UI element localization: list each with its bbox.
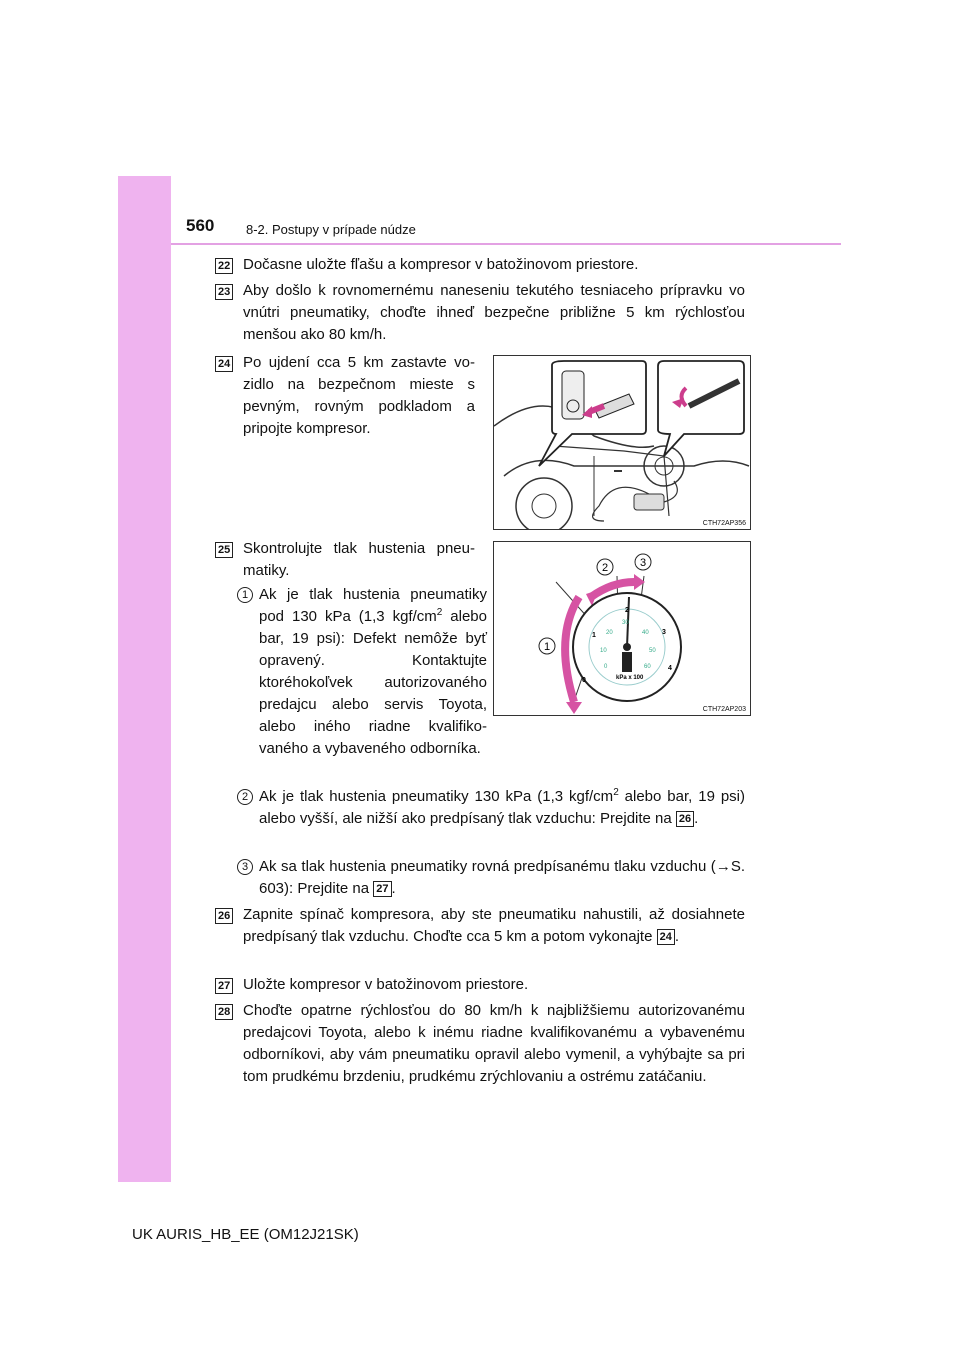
gauge-inner-tick: 10 [600, 648, 607, 654]
gauge-outer-tick: 0 [582, 677, 586, 684]
gauge-inner-tick: 50 [649, 648, 656, 654]
compressor-connection-illustration [494, 356, 750, 529]
step-number-badge: 25 [215, 542, 233, 558]
step-number-badge: 27 [215, 978, 233, 994]
substep-text-part: Ak je tlak hustenia pneumatiky 130 kPa (1,3 kgf/cm [259, 788, 614, 805]
pressure-gauge-illustration [494, 542, 750, 715]
callout-2-label: 2 [602, 562, 609, 574]
gauge-outer-tick: 3 [662, 629, 666, 636]
gauge-outer-tick: 4 [668, 665, 672, 672]
substep-text-part: S. 603): Prejdite na [259, 858, 745, 897]
gauge-inner-tick: 60 [644, 664, 651, 670]
callout-1-label: 1 [544, 641, 551, 653]
substep-text [259, 786, 745, 830]
sentence-end: . [391, 880, 396, 897]
step-text: Skontrolujte tlak hustenia pneumatiky. [243, 540, 475, 579]
page-number: 560 [186, 216, 215, 235]
substep-text-part: Ak je tlak hustenia pneumatiky pod 130 kPa (1,3 kgf/cm [259, 586, 487, 625]
substep-circle-number: 1 [237, 587, 253, 603]
substep-text [259, 856, 745, 900]
document-footer: UK AURIS_HB_EE (OM12J21SK) [132, 1226, 359, 1243]
figure-pressure-gauge [493, 541, 751, 716]
superscript: 2 [613, 787, 619, 798]
gauge-inner-tick: 30 [622, 620, 629, 626]
gauge-unit-label: kPa x 100 [616, 675, 644, 681]
figure-compressor-connection [493, 355, 751, 530]
step-ref-badge[interactable]: 26 [676, 811, 694, 827]
figure-code: CTH72AP203 [702, 706, 746, 713]
step-text: Choďte opatrne rýchlosťou do 80 km/h k najbližšiemu autorizovanému predajcovi Toyota, alebo k inému riadne kvalifikovanému a vybavenému odborníkovi, aby vám pneumatiku opravil alebo vymenil, a vyhýbajte sa pri tom prudkému brzdeniu, prudkému zrýchlovaniu a ostrému zatáčaniu. [243, 1002, 745, 1085]
substep-circle-number: 2 [237, 789, 253, 805]
gauge-outer-tick: 2 [625, 607, 629, 614]
step-number-badge: 28 [215, 1004, 233, 1020]
gauge-inner-tick: 0 [604, 664, 608, 670]
substep-text-part: alebo bar, 19 psi) alebo vyšší, ale nižší ako predpísaný tlak vzduchu: Prejdite na [259, 788, 745, 827]
substep-text-part: alebo bar, 19 psi): Defekt nemôže byť opravený. Kontaktujte ktoréhokoľvek autorizovaného predajcu alebo servis Toyota, alebo iného riadne kvalifikovaného a vybaveného odborníka. [259, 608, 487, 757]
gauge-inner-tick: 40 [642, 630, 649, 636]
arrow-symbol: → [715, 858, 731, 875]
step-text: Dočasne uložte fľašu a kompresor v batožinovom priestore. [243, 256, 639, 273]
sentence-end: . [674, 928, 680, 945]
superscript: 2 [436, 607, 443, 618]
section-title: 8-2. Postupy v prípade núdze [246, 222, 416, 237]
substep-text-part: Ak sa tlak hustenia pneumatiky rovná predpísanému tlaku vzduchu ( [259, 858, 716, 875]
substep-text [259, 584, 487, 760]
figure-code: CTH72AP356 [702, 520, 746, 527]
step-number-badge: 24 [215, 356, 233, 372]
step-text: Uložte kompresor v batožinovom priestore. [243, 976, 529, 993]
step-text: Aby došlo k rovnomernému naneseniu tekutého tesniaceho prípravku vo vnútri pneumatiky, choďte ihneď bezpečne približne 5 km rýchlosťou menšou ako 80 km/h. [243, 282, 745, 343]
step-text-part: Zapnite spínač kompresora, aby ste pneumatiku nahustili, až dosiahnete predpísaný tlak vzduchu. Choďte cca 5 km a potom vykonajte [243, 906, 745, 945]
step-number-badge: 22 [215, 258, 233, 274]
gauge-outer-tick: 1 [592, 632, 596, 639]
step-ref-badge[interactable]: 24 [657, 929, 675, 945]
sentence-end: . [694, 810, 699, 827]
header-rule [171, 243, 841, 245]
step-number-badge: 23 [215, 284, 233, 300]
gauge-inner-tick: 20 [606, 630, 613, 636]
step-text [243, 904, 745, 948]
chapter-sidebar-tab [118, 176, 171, 1182]
callout-3-label: 3 [640, 557, 647, 569]
substep-circle-number: 3 [237, 859, 253, 875]
step-ref-badge[interactable]: 27 [373, 881, 391, 897]
step-text: Po ujdení cca 5 km zastavte vozidlo na bezpečnom mieste s pevným, rovným podkladom a pripojte kompresor. [243, 354, 475, 437]
step-number-badge: 26 [215, 908, 233, 924]
